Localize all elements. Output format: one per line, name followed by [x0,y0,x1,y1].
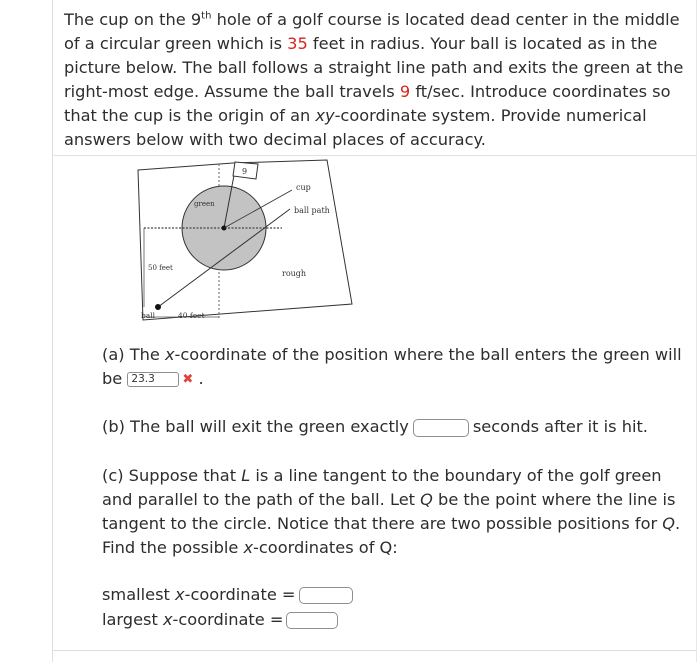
problem-statement: The cup on the 9th hole of a golf course is located dead center in the middle of a circular green which is 35 feet in radius. Your ball is located as in the picture below. The ball follows a straight line path and exits the green at the right-most edge. Assume the ball travels 9 ft/sec. Introduce coordinates so that the cup is the origin of an xy-coordinate system. Provide numerical answers below with two decimal places of accuracy. [64,10,684,149]
ball-marker [155,304,161,310]
diagram-svg [120,152,370,337]
frame-bottom-border [52,650,697,651]
part-a-answer-input[interactable]: 23.3 [127,372,179,387]
forty-feet-label: 40 feet [178,311,205,320]
ball-path-label: ball path [294,206,330,215]
part-c: (c) Suppose that L is a line tangent to the boundary of the golf green and parallel to the path of the ball. Let Q be the point where the line is tangent to the circle. Notice that there are two possible positions for Q. Find the possible x-coordinates of Q: [102,466,681,557]
radius-value: 35 [287,34,308,53]
largest-x-input[interactable] [286,612,338,629]
frame-right-border [696,0,697,662]
incorrect-icon: ✖ [182,371,194,387]
smallest-x-input[interactable] [299,587,353,604]
fifty-feet-label: 50 feet [148,264,173,272]
smallest-x-row: smallest x-coordinate = [102,583,687,607]
rough-label: rough [282,269,307,278]
part-b-answer-input[interactable] [413,419,469,437]
part-a: (a) The x-coordinate of the position where the ball enters the green will be 23.3 ✖ . [102,345,682,388]
frame-left-border [52,0,53,662]
ball-label: ball [141,311,156,320]
golf-green-diagram [120,152,370,337]
speed-value: 9 [399,82,411,101]
largest-x-row: largest x-coordinate = [102,608,687,632]
cup-label: cup [296,183,311,192]
flag-label: 9 [242,167,248,176]
part-b: (b) The ball will exit the green exactly seconds after it is hit. [102,417,648,436]
green-label: green [194,200,215,208]
